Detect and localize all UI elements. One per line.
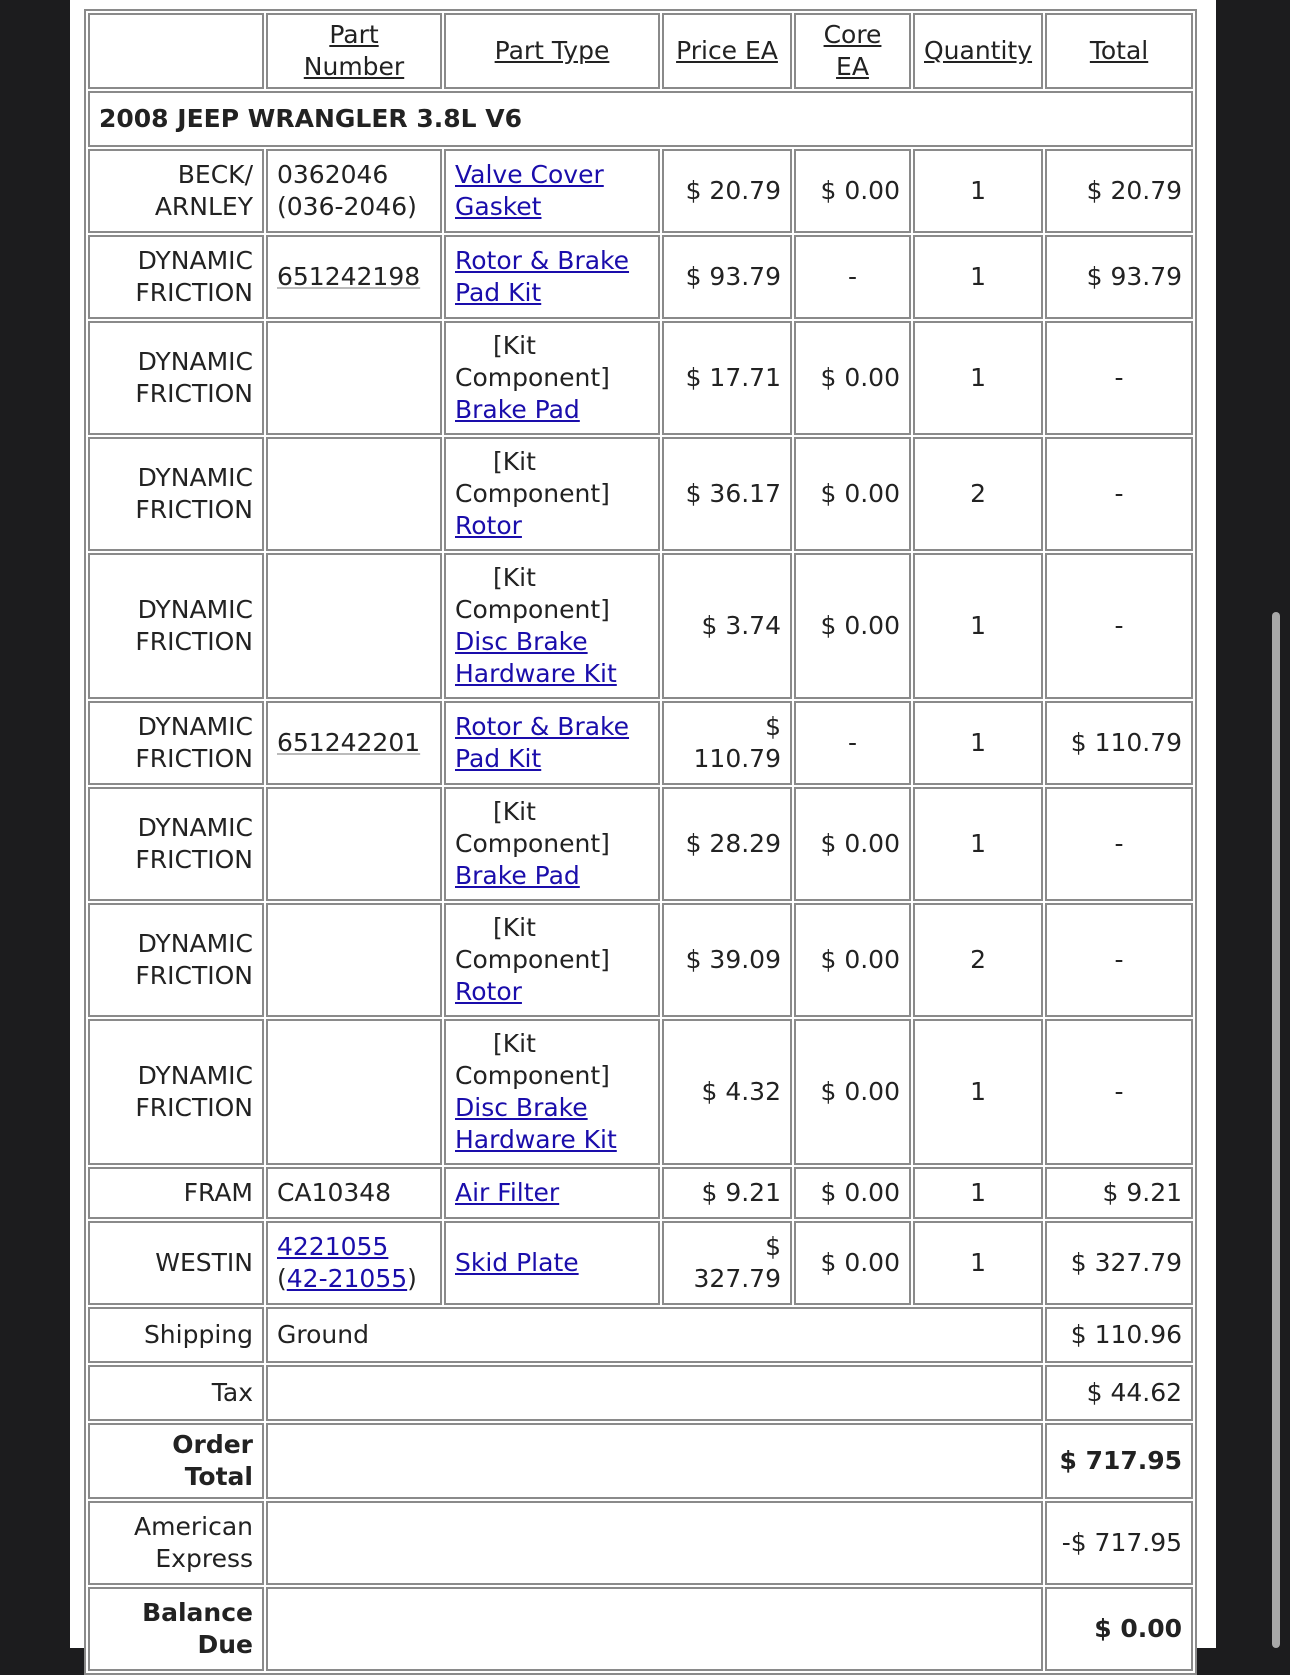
price-cell: $ 28.29 <box>662 787 792 901</box>
payment-row <box>88 1501 1193 1585</box>
part-type-cell: [Kit Component] Brake Pad <box>444 787 660 901</box>
part-type-link[interactable]: Rotor & Brake Pad Kit <box>455 246 630 307</box>
quantity-cell: 1 <box>913 1221 1043 1305</box>
payment-value: -$ 717.95 <box>1045 1501 1193 1585</box>
part-number-link[interactable]: 4221055 <box>277 1232 389 1261</box>
price-cell: $ 20.79 <box>662 149 792 233</box>
header-brand <box>88 13 264 89</box>
part-type-cell: [Kit Component] Rotor <box>444 903 660 1017</box>
core-cell: $ 0.00 <box>794 1167 911 1219</box>
total-cell: $ 9.21 <box>1045 1167 1193 1219</box>
price-cell: $ 110.79 <box>662 701 792 785</box>
order-total-row <box>88 1423 1193 1499</box>
part-number-cell <box>266 903 442 1017</box>
tax-row <box>88 1365 1193 1421</box>
order-total-value: $ 717.95 <box>1045 1423 1193 1499</box>
table-row <box>88 787 1193 901</box>
brand-cell: DYNAMIC FRICTION <box>88 437 264 551</box>
part-type-link[interactable]: Brake Pad <box>455 395 580 424</box>
brand-cell: BECK/ ARNLEY <box>88 149 264 233</box>
header-price-ea[interactable]: Price EA <box>662 13 792 89</box>
total-cell: $ 110.79 <box>1045 701 1193 785</box>
brand-cell: DYNAMIC FRICTION <box>88 235 264 319</box>
part-type-link[interactable]: Rotor <box>455 977 522 1006</box>
price-cell: $ 17.71 <box>662 321 792 435</box>
total-cell: - <box>1045 553 1193 699</box>
quantity-cell: 2 <box>913 437 1043 551</box>
part-type-cell: [Kit Component] Brake Pad <box>444 321 660 435</box>
part-number-cell <box>266 321 442 435</box>
core-cell: $ 0.00 <box>794 1019 911 1165</box>
table-row <box>88 701 1193 785</box>
part-number-cell: 651242201 <box>266 701 442 785</box>
core-cell: $ 0.00 <box>794 553 911 699</box>
part-type-link[interactable]: Disc Brake Hardware Kit <box>455 1093 617 1154</box>
part-number-cell <box>266 437 442 551</box>
table-row <box>88 437 1193 551</box>
header-part-number[interactable]: Part Number <box>266 13 442 89</box>
total-cell: - <box>1045 787 1193 901</box>
part-type-cell: [Kit Component] Disc Brake Hardware Kit <box>444 1019 660 1165</box>
price-cell: $ 327.79 <box>662 1221 792 1305</box>
total-cell: $ 20.79 <box>1045 149 1193 233</box>
part-type-link[interactable]: Rotor <box>455 511 522 540</box>
part-type-link[interactable]: Skid Plate <box>455 1248 579 1277</box>
vehicle-row <box>88 91 1193 147</box>
header-total[interactable]: Total <box>1045 13 1193 89</box>
header-part-type[interactable]: Part Type <box>444 13 660 89</box>
core-cell: $ 0.00 <box>794 321 911 435</box>
vehicle-title: 2008 JEEP WRANGLER 3.8L V6 <box>88 91 1193 147</box>
table-row <box>88 149 1193 233</box>
total-cell: $ 327.79 <box>1045 1221 1193 1305</box>
table-row <box>88 903 1193 1017</box>
part-type-link[interactable]: Valve Cover Gasket <box>455 160 604 221</box>
brand-cell: WESTIN <box>88 1221 264 1305</box>
balance-label: Balance Due <box>88 1587 264 1671</box>
shipping-method: Ground <box>266 1307 1043 1363</box>
part-number-cell: 4221055 (42-21055) <box>266 1221 442 1305</box>
quantity-cell: 1 <box>913 321 1043 435</box>
payment-label: American Express <box>88 1501 264 1585</box>
part-type-cell: [Kit Component] Disc Brake Hardware Kit <box>444 553 660 699</box>
order-total-label: Order Total <box>88 1423 264 1499</box>
part-type-link[interactable]: Brake Pad <box>455 861 580 890</box>
tax-label: Tax <box>88 1365 264 1421</box>
scrollbar-thumb[interactable] <box>1272 612 1280 1648</box>
payment-blank <box>266 1501 1043 1585</box>
tax-blank <box>266 1365 1043 1421</box>
order-total-blank <box>266 1423 1043 1499</box>
core-cell: $ 0.00 <box>794 1221 911 1305</box>
brand-cell: DYNAMIC FRICTION <box>88 701 264 785</box>
quantity-cell: 1 <box>913 701 1043 785</box>
core-cell: $ 0.00 <box>794 787 911 901</box>
total-cell: - <box>1045 321 1193 435</box>
balance-row <box>88 1587 1193 1671</box>
order-table <box>84 9 1197 1675</box>
price-cell: $ 36.17 <box>662 437 792 551</box>
total-cell: - <box>1045 1019 1193 1165</box>
part-type-cell <box>444 1167 660 1219</box>
order-page <box>70 0 1216 1659</box>
quantity-cell: 2 <box>913 903 1043 1017</box>
shipping-value: $ 110.96 <box>1045 1307 1193 1363</box>
part-type-cell: [Kit Component] Rotor <box>444 437 660 551</box>
brand-cell: DYNAMIC FRICTION <box>88 321 264 435</box>
table-row <box>88 553 1193 699</box>
part-type-cell <box>444 1221 660 1305</box>
core-cell: $ 0.00 <box>794 437 911 551</box>
table-header-row <box>88 13 1193 89</box>
core-cell: - <box>794 701 911 785</box>
part-number-cell: CA10348 <box>266 1167 442 1219</box>
brand-cell: DYNAMIC FRICTION <box>88 1019 264 1165</box>
table-row <box>88 321 1193 435</box>
quantity-cell: 1 <box>913 235 1043 319</box>
brand-cell: DYNAMIC FRICTION <box>88 787 264 901</box>
table-row <box>88 1221 1193 1305</box>
quantity-cell: 1 <box>913 149 1043 233</box>
price-cell: $ 4.32 <box>662 1019 792 1165</box>
price-cell: $ 3.74 <box>662 553 792 699</box>
tax-value: $ 44.62 <box>1045 1365 1193 1421</box>
shipping-row <box>88 1307 1193 1363</box>
part-type-link[interactable]: Disc Brake Hardware Kit <box>455 627 617 688</box>
shipping-label: Shipping <box>88 1307 264 1363</box>
total-cell: - <box>1045 437 1193 551</box>
brand-cell: DYNAMIC FRICTION <box>88 553 264 699</box>
quantity-cell: 1 <box>913 787 1043 901</box>
balance-value: $ 0.00 <box>1045 1587 1193 1671</box>
price-cell: $ 39.09 <box>662 903 792 1017</box>
part-number-cell: 0362046 (036-2046) <box>266 149 442 233</box>
brand-cell: FRAM <box>88 1167 264 1219</box>
brand-cell: DYNAMIC FRICTION <box>88 903 264 1017</box>
core-cell: $ 0.00 <box>794 903 911 1017</box>
core-cell: - <box>794 235 911 319</box>
part-type-cell <box>444 701 660 785</box>
part-number-cell <box>266 787 442 901</box>
table-row <box>88 1167 1193 1219</box>
part-type-link[interactable]: Air Filter <box>455 1178 560 1207</box>
part-number-alt-link[interactable]: 42-21055 <box>286 1264 408 1293</box>
table-row <box>88 1019 1193 1165</box>
quantity-cell: 1 <box>913 1019 1043 1165</box>
core-cell: $ 0.00 <box>794 149 911 233</box>
price-cell: $ 9.21 <box>662 1167 792 1219</box>
part-type-cell <box>444 149 660 233</box>
total-cell: - <box>1045 903 1193 1017</box>
total-cell: $ 93.79 <box>1045 235 1193 319</box>
header-quantity[interactable]: Quantity <box>913 13 1043 89</box>
price-cell: $ 93.79 <box>662 235 792 319</box>
part-number-cell: 651242198 <box>266 235 442 319</box>
part-number-cell <box>266 553 442 699</box>
balance-blank <box>266 1587 1043 1671</box>
header-core-ea[interactable]: Core EA <box>794 13 911 89</box>
part-type-cell <box>444 235 660 319</box>
part-number-cell <box>266 1019 442 1165</box>
quantity-cell: 1 <box>913 553 1043 699</box>
part-type-link[interactable]: Rotor & Brake Pad Kit <box>455 712 630 773</box>
table-row <box>88 235 1193 319</box>
quantity-cell: 1 <box>913 1167 1043 1219</box>
